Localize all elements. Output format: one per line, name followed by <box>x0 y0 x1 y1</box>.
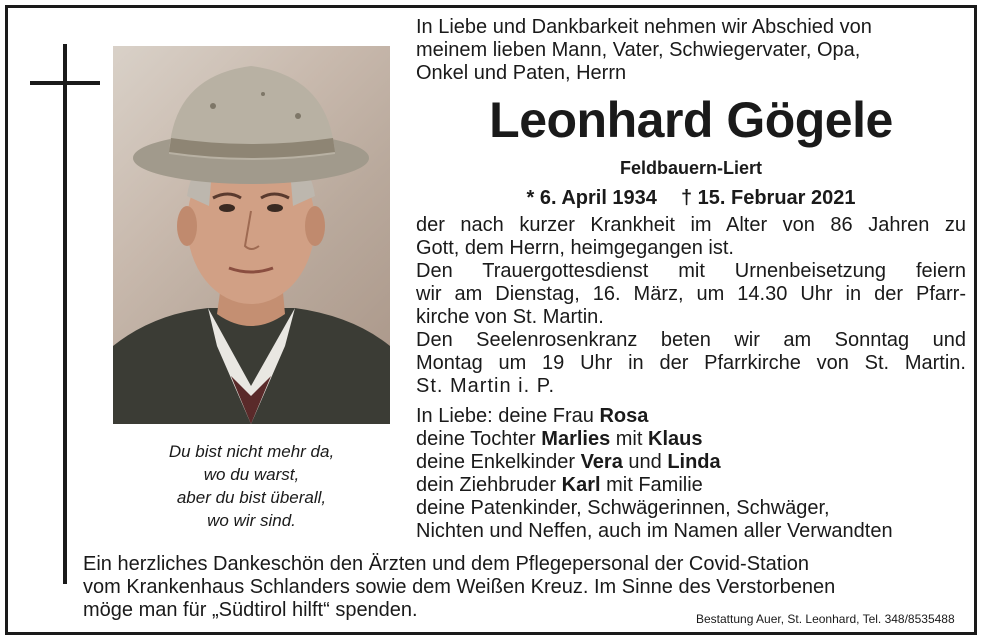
mourner-line <box>416 405 966 428</box>
quote-line: aber du bist überall, <box>176 488 327 507</box>
thanks-line: vom Krankenhaus Schlanders sowie dem Weißen Kreuz. Im Sinne des Verstorbenen <box>83 576 836 598</box>
intro-line: Onkel und Paten, Herrn <box>416 62 627 84</box>
undertaker-credit: Bestattung Auer, St. Leonhard, Tel. 348/8535488 <box>696 612 955 626</box>
farm-name: Feldbauern-Liert <box>619 158 762 178</box>
quote-line: wo du warst, <box>203 465 300 484</box>
mourner-label: und <box>622 451 668 473</box>
mourner-name: Karl <box>561 474 601 496</box>
intro-text <box>416 16 966 85</box>
mourner-name: Linda <box>667 451 721 473</box>
mourner-name: Rosa <box>599 405 649 427</box>
mourner-name: Klaus <box>648 428 703 450</box>
mourner-label: deine Tochter <box>416 428 542 450</box>
obituary-notice <box>5 5 977 635</box>
mourner-label: mit <box>610 428 648 450</box>
body-line: Gott, dem Herrn, heimgegangen ist. <box>416 237 734 259</box>
death-date: † 15. Februar 2021 <box>680 187 856 209</box>
mourner-name: Vera <box>580 451 623 473</box>
mourner-label: dein Ziehbruder <box>416 474 562 496</box>
quote-line: Du bist nicht mehr da, <box>168 442 335 461</box>
mourner-label: deine Enkelkinder <box>416 451 581 473</box>
body-line: Montag um 19 Uhr in der Pfarrkirche von St. Martin. <box>416 352 966 374</box>
memorial-quote <box>113 440 390 532</box>
portrait-photo <box>113 46 390 424</box>
mourner-label: In Liebe: deine Frau <box>416 405 600 427</box>
body-line: der nach kurzer Krankheit im Alter von 86 Jahren zu <box>416 214 966 236</box>
mourner-line <box>416 474 966 497</box>
quote-line: wo wir sind. <box>207 511 296 530</box>
deceased-name: Leonhard Gögele <box>489 92 893 148</box>
mourner-name: Marlies <box>541 428 611 450</box>
mourner-line: deine Patenkinder, Schwägerinnen, Schwäger, <box>416 497 830 519</box>
mourner-line <box>416 451 966 474</box>
body-line: wir am Dienstag, 16. März, um 14.30 Uhr in der Pfarr- <box>416 283 966 305</box>
intro-line: meinem lieben Mann, Vater, Schwiegervater, Opa, <box>416 39 861 61</box>
mourner-line: Nichten und Neffen, auch im Namen aller Verwandten <box>416 520 893 542</box>
cross-icon-bar <box>30 81 100 85</box>
life-dates <box>416 184 966 212</box>
cross-icon <box>63 44 67 584</box>
body-line: Den Trauergottesdienst mit Urnenbeisetzung feiern <box>416 260 966 282</box>
body-line: kirche von St. Martin. <box>416 306 604 328</box>
announcement-text <box>416 214 966 398</box>
thanks-line: möge man für „Südtirol hilft“ spenden. <box>83 599 418 621</box>
mourner-line <box>416 428 966 451</box>
birth-date: * 6. April 1934 <box>526 187 657 209</box>
place-line: St. Martin i. P. <box>416 375 556 397</box>
intro-line: In Liebe und Dankbarkeit nehmen wir Abschied von <box>416 16 872 38</box>
mourners-list <box>416 405 966 543</box>
thanks-line: Ein herzliches Dankeschön den Ärzten und dem Pflegepersonal der Covid-Station <box>83 553 809 575</box>
body-line: Den Seelenrosenkranz beten wir am Sonntag und <box>416 329 966 351</box>
mourner-label: mit Familie <box>600 474 703 496</box>
